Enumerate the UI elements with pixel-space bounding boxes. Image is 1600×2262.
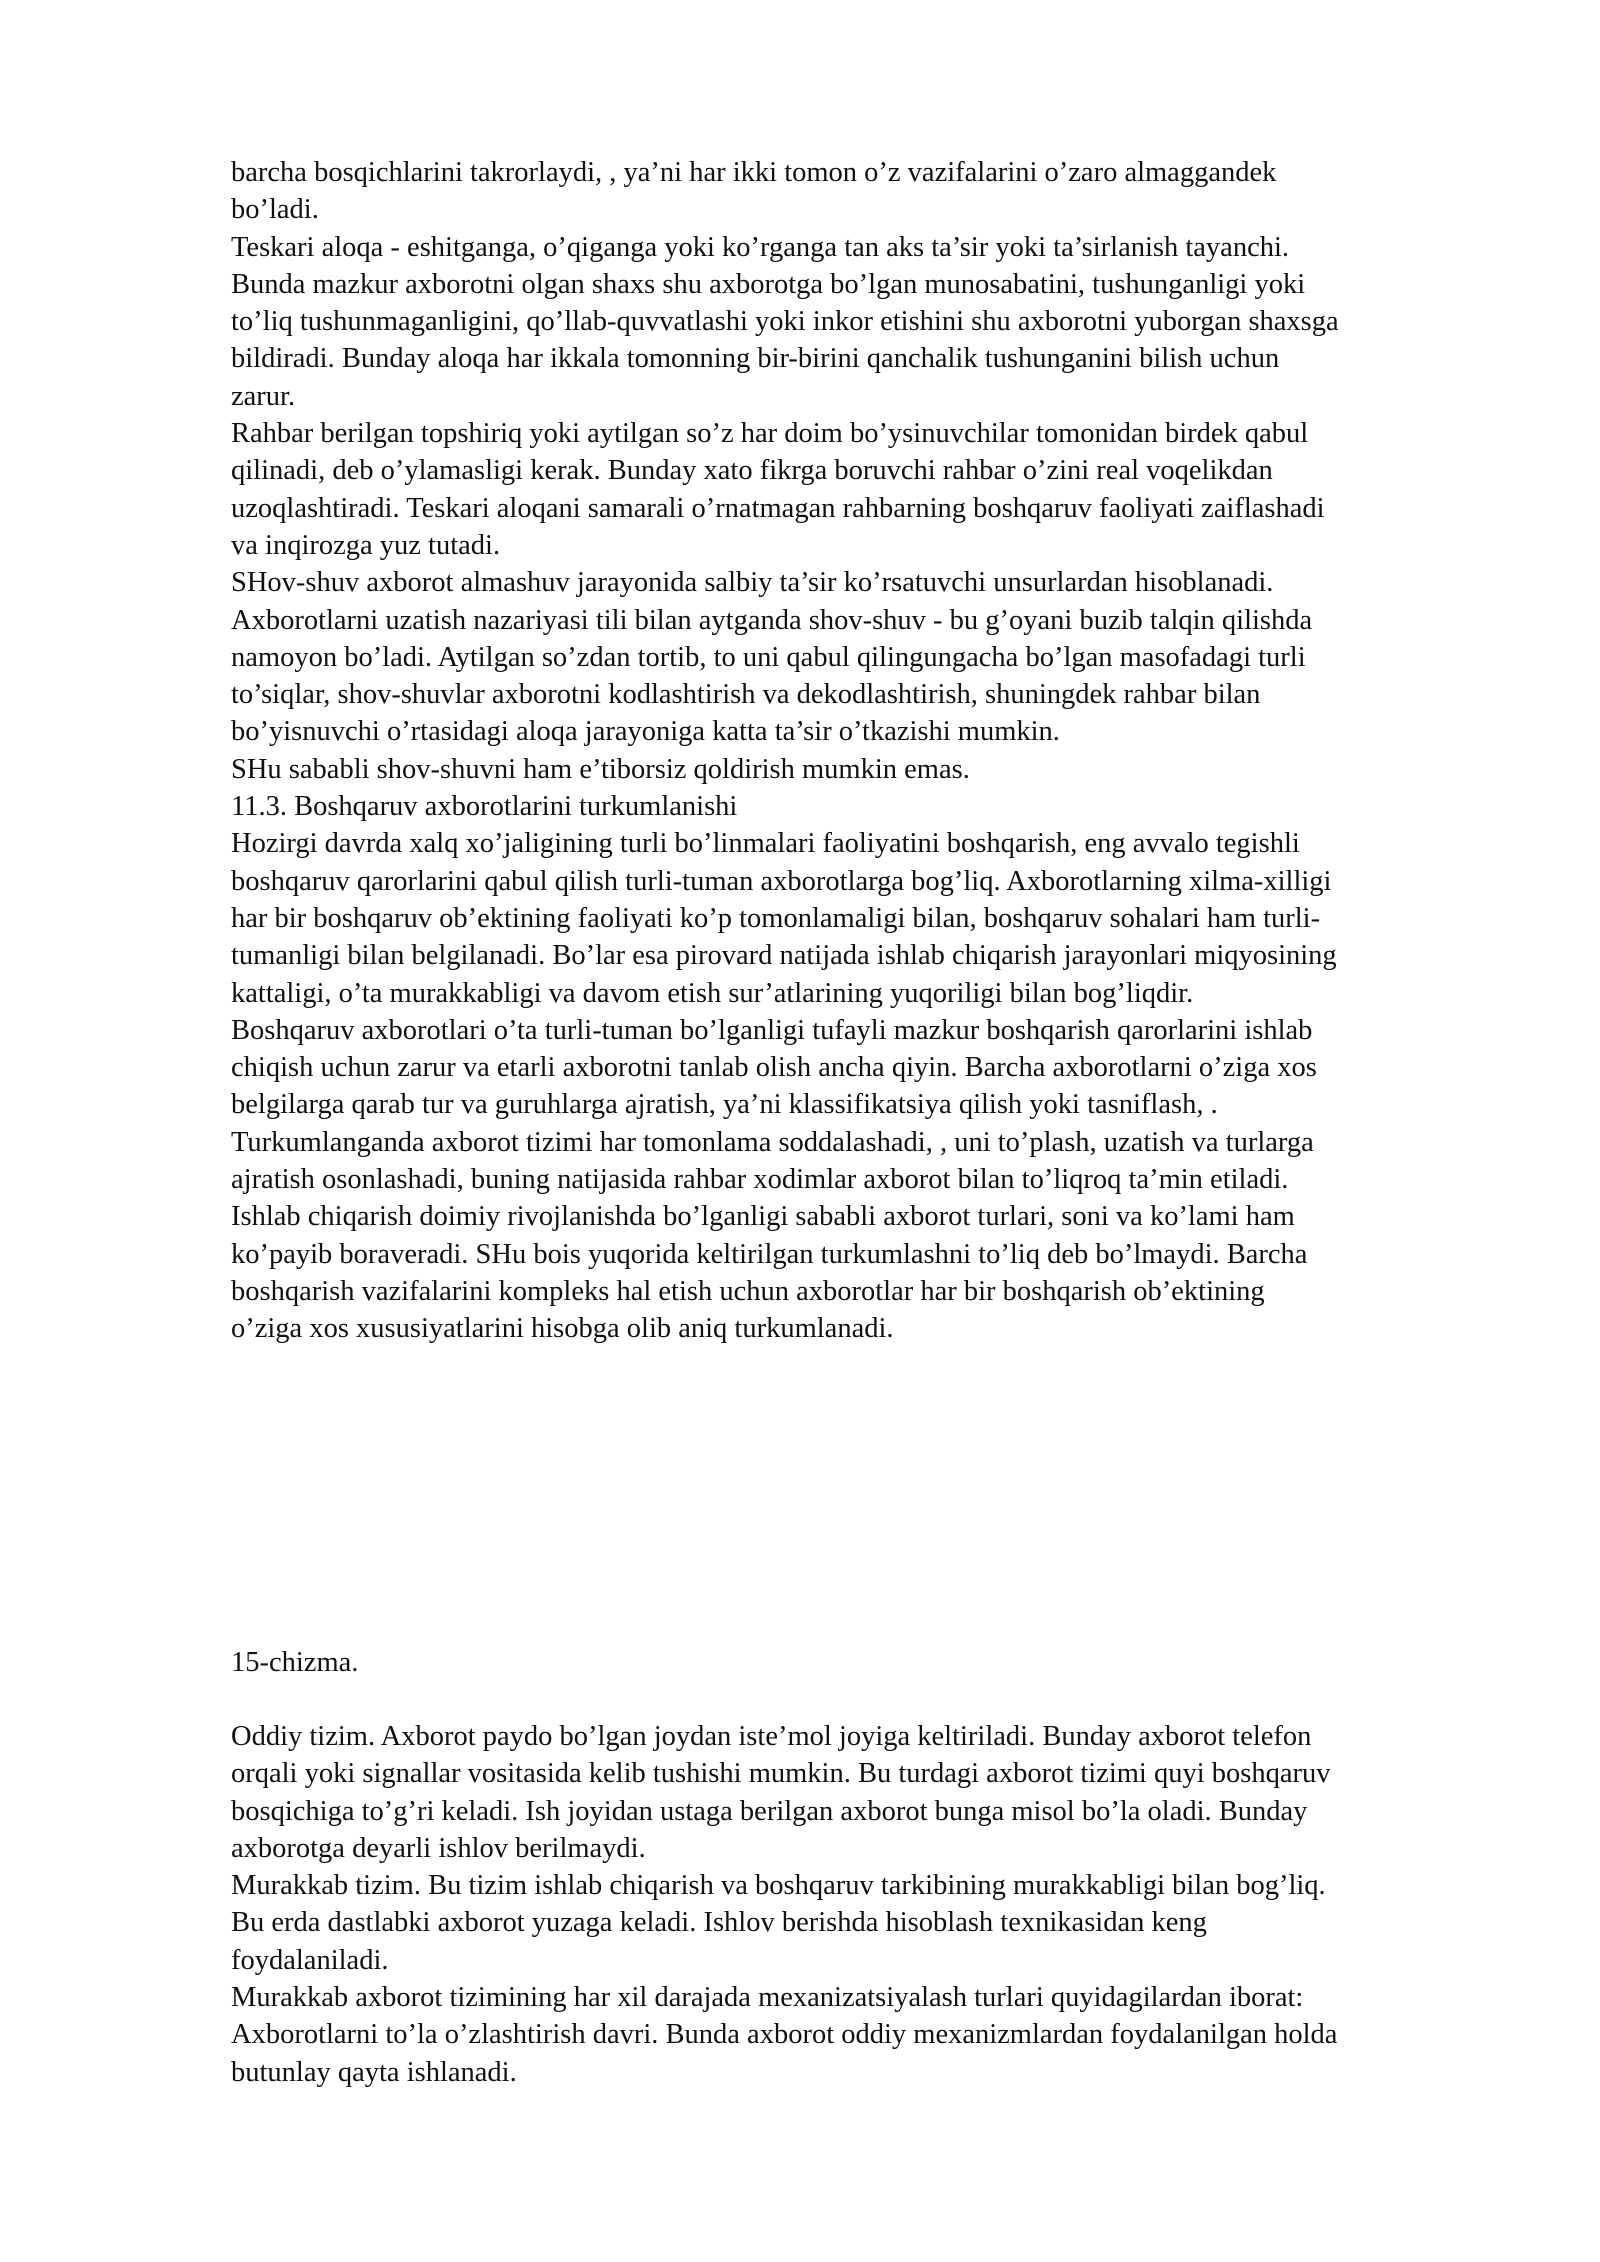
body-text-bottom: Oddiy tizim. Axborot paydo bo’lgan joydan iste’mol joyiga keltiriladi. Bunday axborot telefon orqali yoki signallar vositasida kelib tushishi mumkin. Bu turdagi axborot tizimi quyi boshqaruv bosqichiga to’g’ri keladi. Ish joyidan ustaga berilgan axborot bunga misol bo’la oladi. Bunday axborotga deyarli ishlov berilmaydi. Murakkab tizim. Bu tizim ishlab chiqarish va boshqaruv tarkibining murakkabligi bilan bog’liq. Bu erda dastlabki axborot yuzaga keladi. Ishlov berishda hisoblash texnikasidan keng foydalaniladi. Murakkab axborot tizimining har xil darajada mexanizatsiyalash turlari quyidagilardan iborat: Axborotlarni to’la o’zlashtirish davri. Bunda axborot oddiy mexanizmlardan foydalanilgan holda butunlay qayta ishlanadi. [231, 1721, 1338, 2088]
body-text-top: barcha bosqichlarini takrorlaydi, , ya’ni har ikki tomon o’z vazifalarini o’zaro almaggandek bo’ladi. Teskari aloqa - eshitganga, o’qiganga yoki ko’rganga tan aks ta’sir yoki ta’sirlanish tayanchi. Bunda mazkur axborotni olgan shaxs shu axborotga bo’lgan munosabatini, tushunganligi yoki to’liq tushunmaganligini, qo’llab-quvvatlashi yoki inkor etishini shu axborotni yuborgan shaxsga bildiradi. Bunday aloqa har ikkala tomonning bir-birini qanchalik tushunganini bilish uchun zarur. Rahbar berilgan topshiriq yoki aytilgan so’z har doim bo’ysinuvchilar tomonidan birdek qabul qilinadi, deb o’ylamasligi kerak. Bunday xato fikrga boruvchi rahbar o’zini real voqelikdan uzoqlashtiradi. Teskari aloqani samarali o’rnatmagan rahbarning boshqaruv faoliyati zaiflashadi va inqirozga yuz tutadi. SHov-shuv axborot almashuv jarayonida salbiy ta’sir ko’rsatuvchi unsurlardan hisoblanadi. Axborotlarni uzatish nazariyasi tili bilan aytganda shov-shuv - bu g’oyani buzib talqin qilishda namoyon bo’ladi. Aytilgan so’zdan tortib, to uni qabul qilingungacha bo’lgan masofadagi turli to’siqlar, shov-shuvlar axborotni kodlashtirish va dekodlashtirish, shuningdek rahbar bilan bo’yisnuvchi o’rtasidagi aloqa jarayoniga katta ta’sir o’tkazishi mumkin. SHu sababli shov-shuvni ham e’tiborsiz qoldirish mumkin emas. 11.3. Boshqaruv axborotlarini turkumlanishi Hozirgi davrda xalq xo’jaligining turli bo’linmalari faoliyatini boshqarish, eng avvalo tegishli boshqaruv qarorlarini qabul qilish turli-tuman axborotlarga bog’liq. Axborotlarning xilma-xilligi har bir boshqaruv ob’ektining faoliyati ko’p tomonlamaligi bilan, boshqaruv sohalari ham turli- tumanligi bilan belgilanadi. Bo’lar esa pirovard natijada ishlab chiqarish jarayonlari miqyosining kattaligi, o’ta murakkabligi va davom etish sur’atlarining yuqoriligi bilan bog’liqdir. Boshqaruv axborotlari o’ta turli-tuman bo’lganligi tufayli mazkur boshqarish qarorlarini ishlab chiqish uchun zarur va etarli axborotni tanlab olish ancha qiyin. Barcha axborotlarni o’ziga xos belgilarga qarab tur va guruhlarga ajratish, ya’ni klassifikatsiya qilish yoki tasniflash, . Turkumlanganda axborot tizimi har tomonlama soddalashadi, , uni to’plash, uzatish va turlarga ajratish osonlashadi, buning natijasida rahbar xodimlar axborot bilan to’liqroq ta’min etiladi. Ishlab chiqarish doimiy rivojlanishda bo’lganligi sababli axborot turlari, soni va ko’lami ham ko’payib boraveradi. SHu bois yuqorida keltirilgan turkumlashni to’liq deb bo’lmaydi. Barcha boshqarish vazifalarini kompleks hal etish uchun axborotlar har bir boshqarish ob’ektining o’ziga xos xususiyatlarini hisobga olib aniq turkumlanadi. [231, 157, 1339, 1345]
figure-caption: 15-chizma. [231, 1647, 359, 1678]
